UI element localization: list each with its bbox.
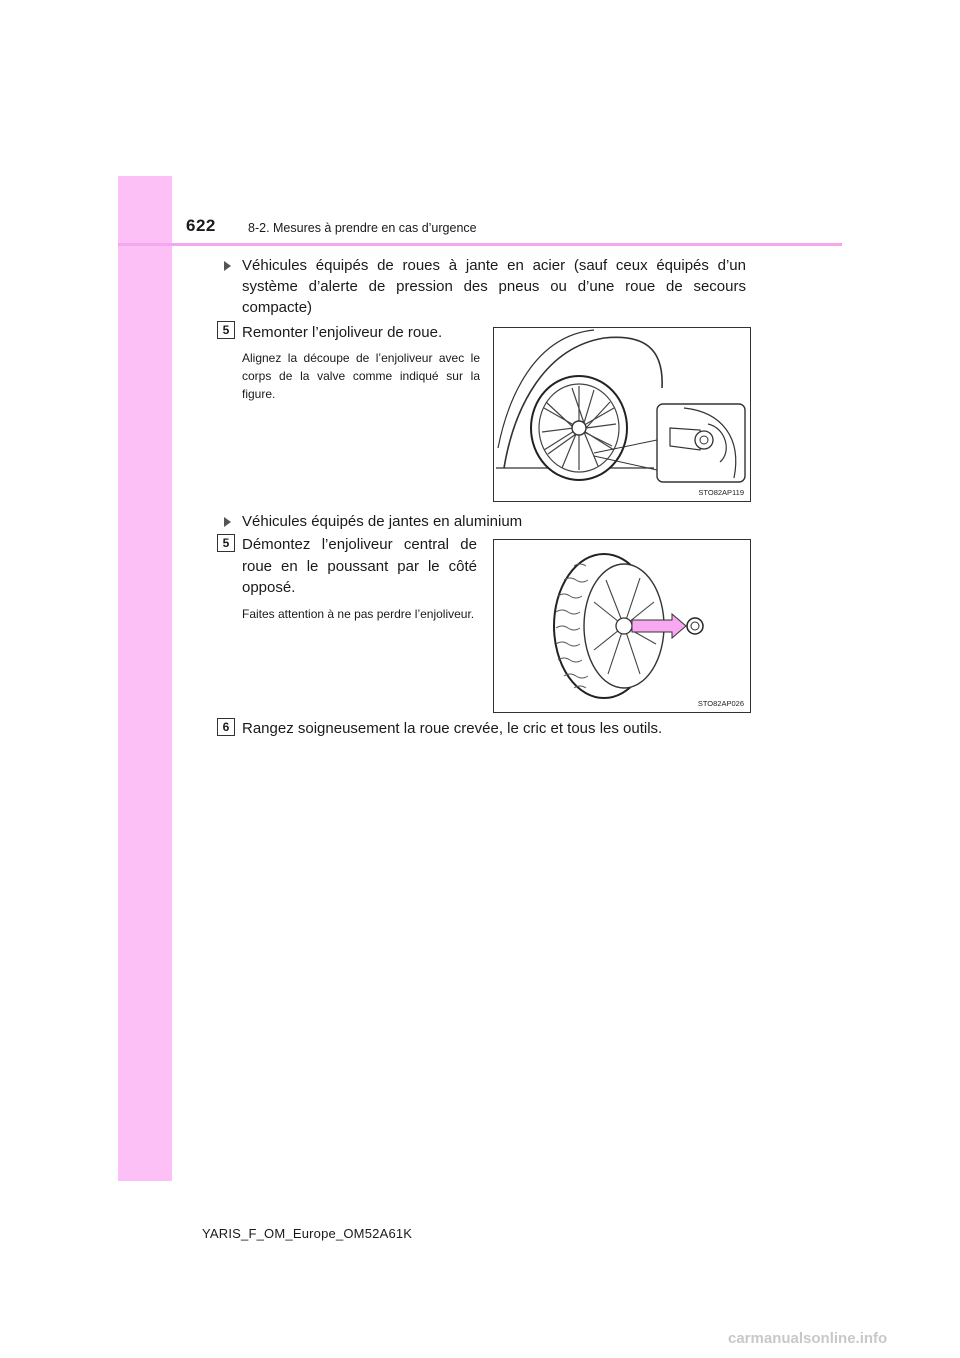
step-instruction: Rangez soigneusement la roue crevée, le cric et tous les outils. <box>242 720 663 737</box>
condition-steel-wheels <box>216 255 746 318</box>
page-number: 622 <box>186 216 216 235</box>
bullet-triangle-icon <box>224 517 231 527</box>
condition-text: Véhicules équipés de jantes en aluminium <box>242 513 523 530</box>
document-id: YARIS_F_OM_Europe_OM52A61K <box>202 1226 413 1241</box>
section-title: 8-2. Mesures à prendre en cas d’urgence <box>248 221 477 235</box>
step-number-badge: 6 <box>217 718 235 736</box>
condition-aluminium-wheels <box>216 511 746 532</box>
step-instruction: Remonter l’enjoliveur de roue. <box>242 324 443 341</box>
step-number-badge: 5 <box>217 321 235 339</box>
step-note: Alignez la découpe de l’enjoliveur avec le corps de la valve comme indiqué sur la figure. <box>242 351 480 401</box>
figure-wheel-cover-illustration <box>493 327 751 502</box>
watermark: carmanualsonline.info <box>728 1330 888 1347</box>
bullet-triangle-icon <box>224 261 231 271</box>
figure-code: STO82AP119 <box>698 488 744 497</box>
figure-code: STO82AP026 <box>697 699 744 708</box>
figure-center-cap-illustration <box>493 539 751 713</box>
step-instruction: Démontez l’enjoliveur central de roue en le poussant par le côté opposé. <box>242 536 477 596</box>
chapter-side-band <box>118 176 172 1181</box>
step-number-badge: 5 <box>217 534 235 552</box>
step-note: Faites attention à ne pas perdre l’enjoliveur. <box>242 607 475 621</box>
wheel-cover-drawing <box>494 328 750 501</box>
center-cap-drawing <box>494 540 750 712</box>
condition-text: Véhicules équipés de roues à jante en acier (sauf ceux équipés d’un système d’alerte de pression des pneus ou d’une roue de secours compacte) <box>242 257 746 316</box>
header-divider <box>118 243 842 246</box>
